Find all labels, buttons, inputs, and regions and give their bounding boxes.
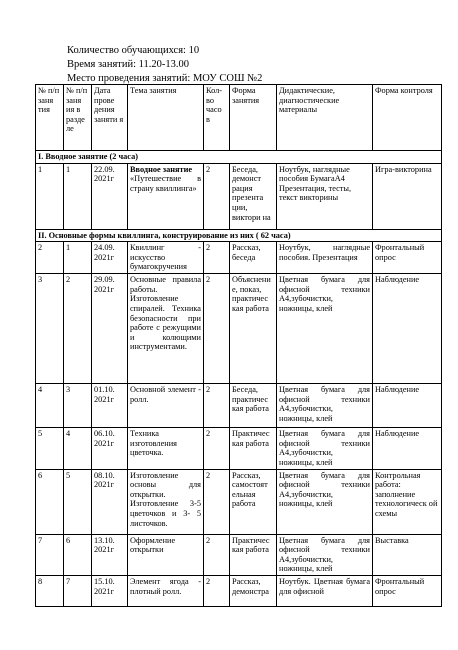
students-count: Количество обучающихся: 10: [67, 45, 200, 56]
table-row: [36, 534, 442, 575]
cell-lesson-number: 1: [36, 163, 64, 229]
cell-hours: 2: [204, 534, 230, 575]
cell-form: Практичес кая работа: [230, 534, 277, 575]
cell-topic: [128, 163, 204, 229]
cell-control: Выставка: [373, 534, 442, 575]
cell-topic: Техника изготовления цветочка.: [128, 428, 204, 469]
cell-section-number: 4: [64, 428, 92, 469]
cell-topic: Основные правила работы. Изготовление спиралей. Техника безопасности при работе с режущими и колющими инструментами.: [128, 274, 204, 384]
cell-form: Беседа, демонст рация презента ции, виктори на: [230, 163, 277, 229]
cell-hours: 2: [204, 428, 230, 469]
cell-lesson-number: 2: [36, 242, 64, 274]
cell-topic: Изготовление основы для открытки. Изготовление 3-5 цветочков и 3- 5 листочков.: [128, 469, 204, 534]
cell-date: 29.09. 2021г: [92, 274, 128, 384]
cell-hours: 2: [204, 575, 230, 606]
cell-form: Рассказ, самостоят ельная работа: [230, 469, 277, 534]
table-row: [36, 384, 442, 428]
cell-date: 06.10. 2021г: [92, 428, 128, 469]
topic-bold: Вводное занятие: [130, 164, 193, 174]
class-place: Место проведения занятий: МОУ СОШ №2: [67, 73, 263, 84]
section-title: I. Вводное занятие (2 часа): [36, 151, 442, 164]
column-header: № п/п заня ия в разде ле: [64, 85, 92, 151]
cell-section-number: 1: [64, 242, 92, 274]
column-header: Дата прове дения заняти я: [92, 85, 128, 151]
cell-topic: Оформление открытки: [128, 534, 204, 575]
cell-lesson-number: 3: [36, 274, 64, 384]
document-header: [67, 44, 262, 86]
cell-hours: 2: [204, 242, 230, 274]
cell-control: Наблюдение: [373, 384, 442, 428]
table-row: [36, 274, 442, 384]
cell-date: 13.10. 2021г: [92, 534, 128, 575]
column-header: № п/п заня тия: [36, 85, 64, 151]
cell-lesson-number: 8: [36, 575, 64, 606]
cell-topic: Элемент ягода - плотный ролл.: [128, 575, 204, 606]
table-row: [36, 428, 442, 469]
section-row: [36, 151, 442, 164]
section-row: [36, 229, 442, 242]
cell-form: Беседа, практичес кая работа: [230, 384, 277, 428]
cell-lesson-number: 4: [36, 384, 64, 428]
cell-form: Рассказ, демонстра: [230, 575, 277, 606]
column-header: Форма контроля: [373, 85, 442, 151]
cell-section-number: 7: [64, 575, 92, 606]
cell-date: 01.10. 2021г: [92, 384, 128, 428]
cell-topic: Основной элемент - ролл.: [128, 384, 204, 428]
header-row: [36, 85, 442, 151]
cell-form: Объяснени е, показ, практичес кая работа: [230, 274, 277, 384]
cell-form: Рассказ, беседа: [230, 242, 277, 274]
cell-materials: Цветная бумага для офисной техники А4,зубочистки, ножницы, клей: [277, 534, 373, 575]
cell-control: Фронтальный опрос: [373, 575, 442, 606]
cell-materials: Ноутбук, наглядные пособия. Презентация: [277, 242, 373, 274]
cell-lesson-number: 6: [36, 469, 64, 534]
topic-text: «Путешествие в страну квиллинга»: [130, 174, 201, 193]
cell-materials: Цветная бумага для офисной техники А4,зубочистки, ножницы, клей: [277, 274, 373, 384]
table-row: [36, 469, 442, 534]
cell-date: 15.10. 2021г: [92, 575, 128, 606]
cell-materials: Цветная бумага для офисной техники А4,зубочистки, ножницы, клей: [277, 428, 373, 469]
cell-materials: Цветная бумага для офисной техники А4,зубочистки, ножницы, клей: [277, 469, 373, 534]
table-row: [36, 242, 442, 274]
cell-lesson-number: 7: [36, 534, 64, 575]
cell-date: 24.09. 2021г: [92, 242, 128, 274]
cell-topic: Квиллинг - искусство бумагокручения: [128, 242, 204, 274]
cell-control: Контрольная работа: заполнение технологическ ой схемы: [373, 469, 442, 534]
cell-section-number: 3: [64, 384, 92, 428]
column-header: Тема занятия: [128, 85, 204, 151]
cell-materials: Цветная бумага для офисной техники А4,зубочистки, ножницы, клей: [277, 384, 373, 428]
cell-section-number: 1: [64, 163, 92, 229]
column-header: Форма занятия: [230, 85, 277, 151]
cell-section-number: 2: [64, 274, 92, 384]
cell-hours: 2: [204, 163, 230, 229]
table-row: [36, 575, 442, 606]
cell-section-number: 5: [64, 469, 92, 534]
cell-control: Игра-викторина: [373, 163, 442, 229]
column-header: Кол-во часо в: [204, 85, 230, 151]
schedule-table: [35, 84, 442, 607]
cell-materials: Ноутбук. Цветная бумага для офисной: [277, 575, 373, 606]
cell-hours: 2: [204, 274, 230, 384]
cell-hours: 2: [204, 384, 230, 428]
cell-lesson-number: 5: [36, 428, 64, 469]
column-header: Дидактические, диагностические материалы: [277, 85, 373, 151]
cell-control: Наблюдение: [373, 274, 442, 384]
cell-control: Фронтальный опрос: [373, 242, 442, 274]
section-title: II. Основные формы квиллинга, конструирование из них ( 62 часа): [36, 229, 442, 242]
table-row: [36, 163, 442, 229]
cell-form: Практичес кая работа: [230, 428, 277, 469]
cell-hours: 2: [204, 469, 230, 534]
cell-date: 08.10. 2021г: [92, 469, 128, 534]
cell-section-number: 6: [64, 534, 92, 575]
cell-control: Наблюдение: [373, 428, 442, 469]
cell-materials: Ноутбук, наглядные пособия БумагаА4 Презентация, тесты, текст викторины: [277, 163, 373, 229]
cell-date: 22.09. 2021г: [92, 163, 128, 229]
class-time: Время занятий: 11.20-13.00: [67, 59, 189, 70]
